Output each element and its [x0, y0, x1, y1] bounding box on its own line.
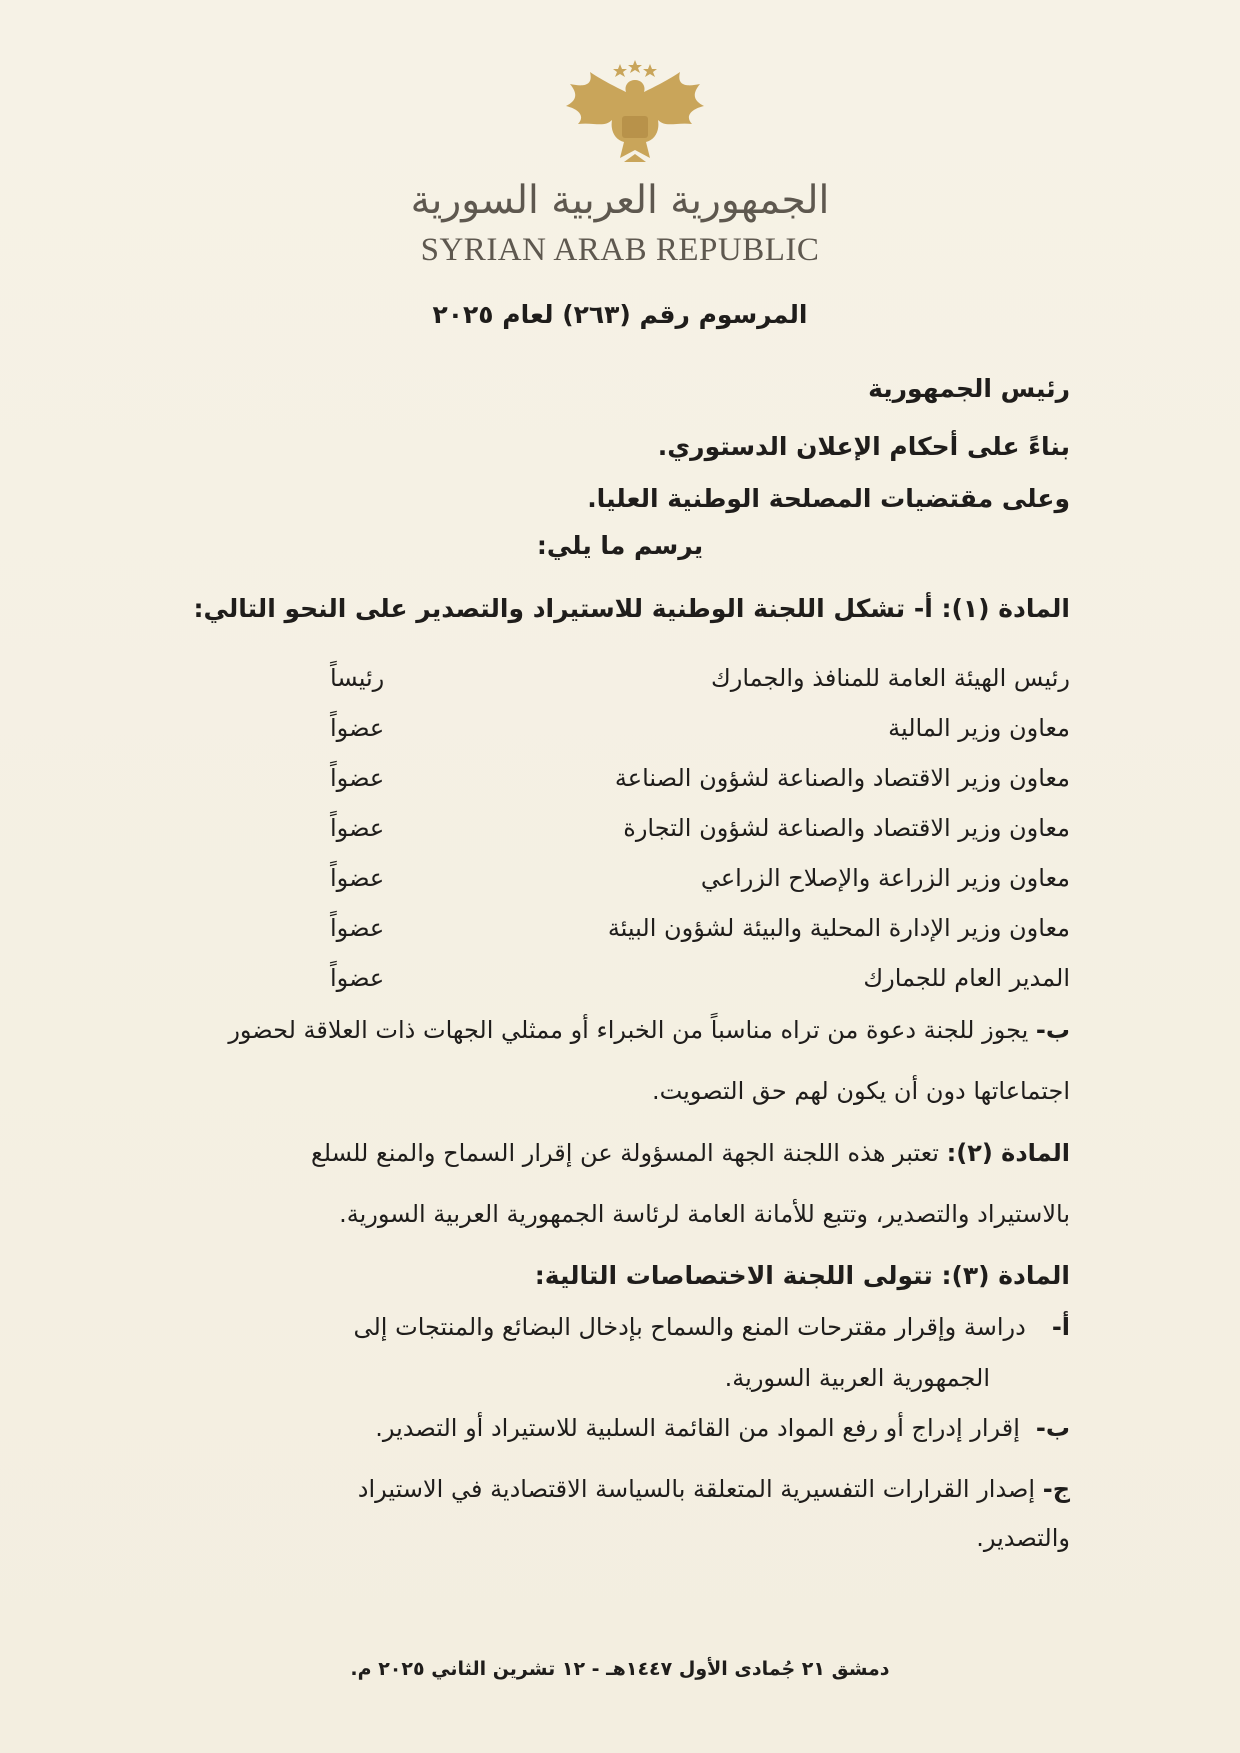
- member-row: [330, 714, 1070, 754]
- member-role: معاون وزير الاقتصاد والصناعة لشؤون التجارة: [623, 814, 1070, 842]
- member-status: عضواً: [330, 764, 385, 792]
- article1-b-text: يجوز للجنة دعوة من تراه مناسباً من الخبراء أو ممثلي الجهات ذات العلاقة لحضور: [228, 1016, 1036, 1044]
- basis-line-2: وعلى مقتضيات المصلحة الوطنية العليا.: [587, 484, 1070, 513]
- member-row: [330, 764, 1070, 804]
- article3-b-line1: [170, 1414, 1070, 1442]
- article3-b-text: إقرار إدراج أو رفع المواد من القائمة السلبية للاستيراد أو التصدير.: [375, 1414, 1020, 1442]
- article3-a-label: أ-: [1051, 1313, 1070, 1341]
- article3-b-label: ب-: [1035, 1414, 1070, 1442]
- eagle-emblem-icon: [560, 58, 710, 168]
- article2-line1: [170, 1139, 1070, 1167]
- article3-c-line2: والتصدير.: [976, 1524, 1070, 1552]
- member-row: [330, 814, 1070, 854]
- article3-c-label: ج-: [1042, 1475, 1070, 1503]
- article3-c-text: إصدار القرارات التفسيرية المتعلقة بالسياسة الاقتصادية في الاستيراد: [357, 1475, 1043, 1503]
- decree-title: المرسوم رقم (٢٦٣) لعام ٢٠٢٥: [432, 300, 808, 329]
- article1-b-line2: اجتماعاتها دون أن يكون لهم حق التصويت.: [651, 1077, 1070, 1105]
- member-row: [330, 864, 1070, 904]
- member-status: عضواً: [330, 914, 385, 942]
- article3-a-line2: الجمهورية العربية السورية.: [724, 1364, 990, 1392]
- article3-heading: المادة (٣): تتولى اللجنة الاختصاصات التالية:: [534, 1261, 1070, 1290]
- member-status: عضواً: [330, 714, 385, 742]
- article2-text: تعتبر هذه اللجنة الجهة المسؤولة عن إقرار السماح والمنع للسلع: [310, 1139, 947, 1167]
- article2-label: المادة (٢):: [946, 1139, 1070, 1167]
- member-role: المدير العام للجمارك: [863, 964, 1070, 992]
- member-status: عضواً: [330, 864, 385, 892]
- member-status: عضواً: [330, 964, 385, 992]
- article1-b-line1: [80, 1016, 1070, 1044]
- member-row: [330, 964, 1070, 1004]
- member-role: معاون وزير المالية: [888, 714, 1070, 742]
- member-role: معاون وزير الزراعة والإصلاح الزراعي: [700, 864, 1070, 892]
- article3-a-line1: [170, 1313, 1070, 1341]
- decrees-line: يرسم ما يلي:: [536, 531, 704, 560]
- footer-date: دمشق ٢١ جُمادى الأول ١٤٤٧هـ - ١٢ تشرين الثاني ٢٠٢٥ م.: [350, 1658, 890, 1680]
- president-line: رئيس الجمهورية: [868, 374, 1070, 403]
- member-status: رئيساً: [330, 664, 385, 692]
- member-role: رئيس الهيئة العامة للمنافذ والجمارك: [711, 664, 1070, 692]
- republic-name-arabic: الجمهورية العربية السورية: [410, 178, 830, 223]
- basis-line-1: بناءً على أحكام الإعلان الدستوري.: [657, 432, 1070, 461]
- member-row: [330, 914, 1070, 954]
- member-role: معاون وزير الاقتصاد والصناعة لشؤون الصناعة: [614, 764, 1070, 792]
- article3-c-line1: [170, 1475, 1070, 1503]
- member-role: معاون وزير الإدارة المحلية والبيئة لشؤون البيئة: [607, 914, 1070, 942]
- article2-line2: بالاستيراد والتصدير، وتتبع للأمانة العامة لرئاسة الجمهورية العربية السورية.: [339, 1200, 1070, 1228]
- article3-a-text: دراسة وإقرار مقترحات المنع والسماح بإدخال البضائع والمنتجات إلى: [353, 1313, 1026, 1341]
- article1-heading: المادة (١): أ- تشكل اللجنة الوطنية للاستيراد والتصدير على النحو التالي:: [193, 594, 1070, 623]
- article1-b-label: ب-: [1035, 1016, 1070, 1044]
- republic-name-english: SYRIAN ARAB REPUBLIC: [420, 232, 820, 268]
- member-row: [330, 664, 1070, 704]
- member-status: عضواً: [330, 814, 385, 842]
